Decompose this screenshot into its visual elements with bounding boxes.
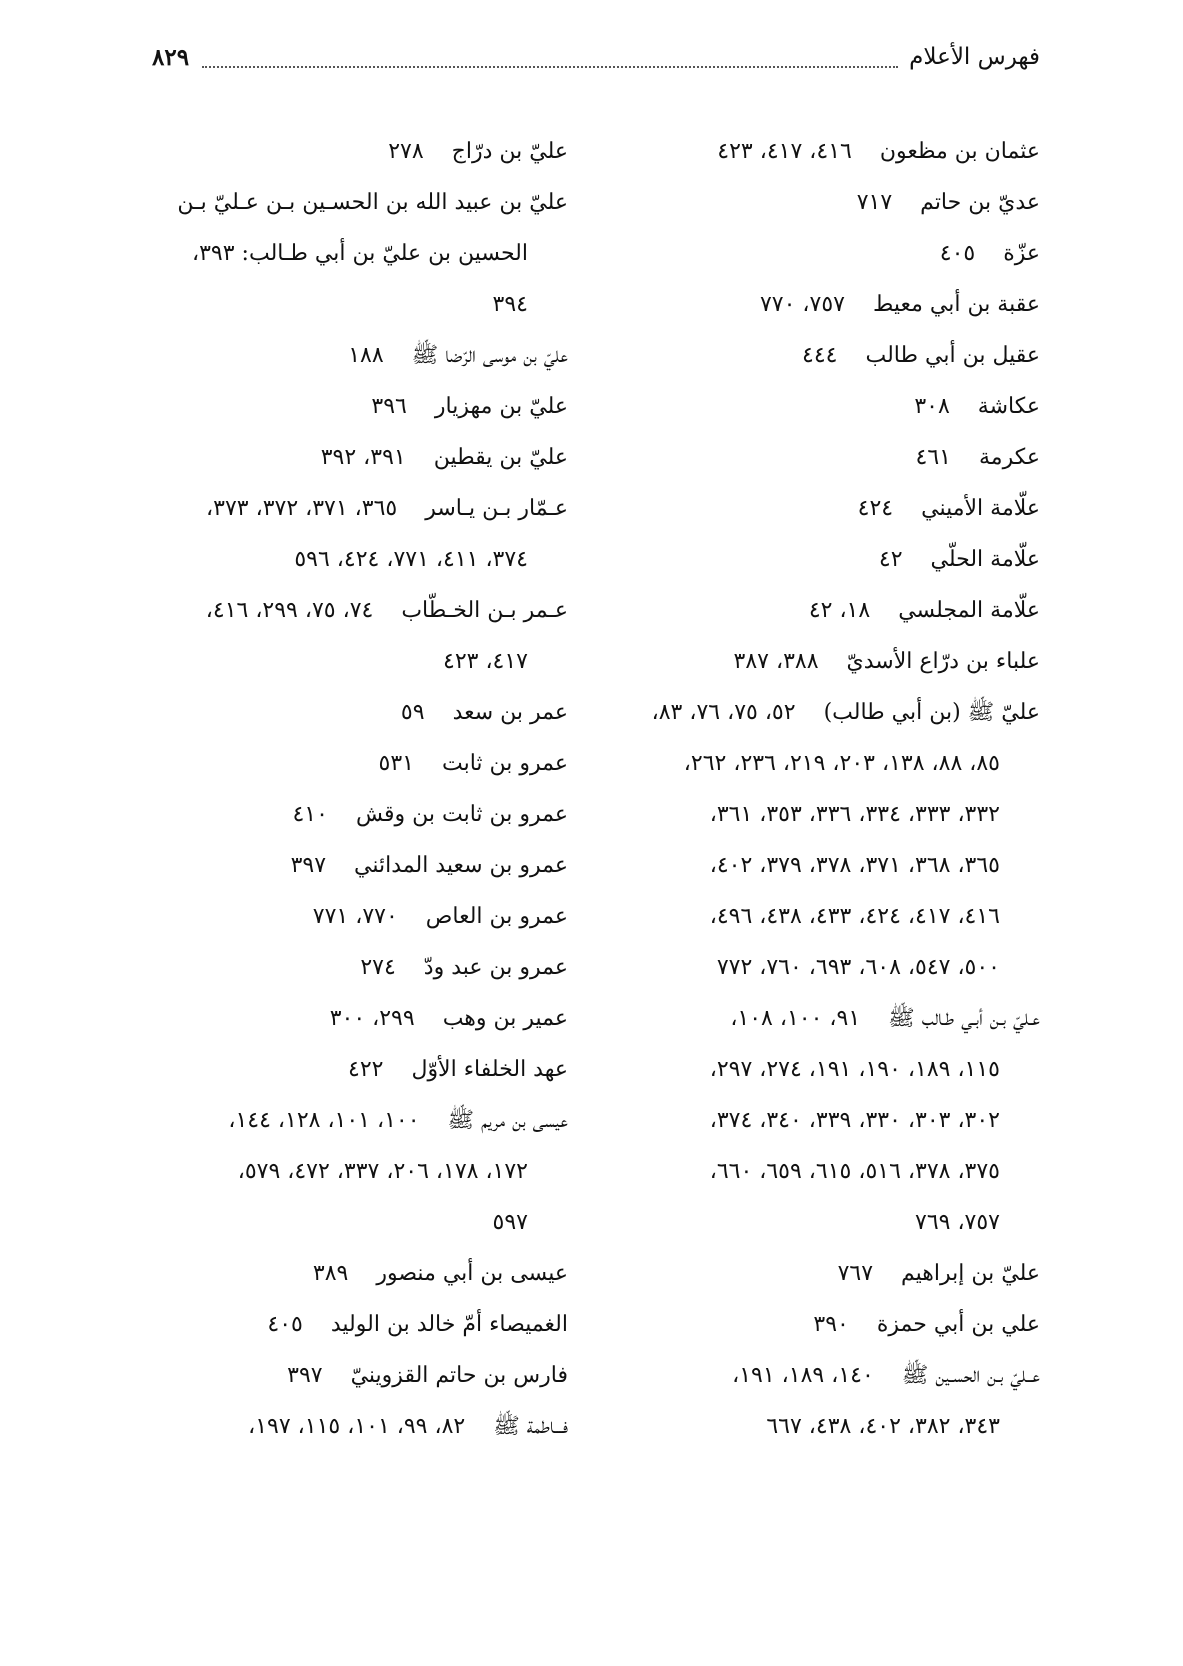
entry-pages: ٣٩٦ (371, 394, 407, 419)
entry-pages: ٧٦٧ (837, 1261, 874, 1286)
entry-pages: ٣٦٥، ٣٧١، ٣٧٢، ٣٧٣، (206, 496, 398, 521)
index-entry (140, 789, 568, 840)
index-entry (140, 1401, 568, 1452)
index-entry-continuation (598, 738, 1040, 789)
entry-pages: ٣٩٠ (813, 1312, 849, 1337)
entry-name: عليّ بن مهزيار (434, 394, 568, 419)
entry-pages: ٣٨٨، ٣٨٧ (733, 649, 819, 674)
entry-pages: ٣٩١، ٣٩٢ (320, 445, 406, 470)
entry-name: فارس بن حاتم القزوينيّ (350, 1363, 568, 1388)
entry-pages: ٤٤٤ (802, 343, 838, 368)
index-entry-continuation (598, 1044, 1040, 1095)
entry-name: عليّ بن عبيد الله بن الحسـين بـن عـليّ بـن (177, 190, 568, 215)
index-entry-continuation (140, 636, 568, 687)
index-entry (598, 432, 1040, 483)
entry-pages: ١٧٢، ١٧٨، ٢٠٦، ٣٣٧، ٤٧٢، ٥٧٩، (237, 1159, 528, 1184)
entry-pages: ٧٥٧، ٧٧٠ (759, 292, 845, 317)
index-entry (598, 228, 1040, 279)
index-entry (140, 840, 568, 891)
index-entry-continuation (598, 1095, 1040, 1146)
entry-pages: ٥٢، ٧٥، ٧٦، ٨٣، (651, 700, 796, 725)
entry-pages: ٨٢، ٩٩، ١٠١، ١١٥، ١٩٧، (248, 1414, 466, 1439)
entry-pages: ٣٤٣، ٣٨٢، ٤٠٢، ٤٣٨، ٦٦٧ (766, 1414, 1000, 1439)
entry-name: عقبة بن أبي معيط (872, 292, 1040, 317)
index-entry (598, 1299, 1040, 1350)
index-entry (598, 993, 1040, 1044)
index-entry (140, 432, 568, 483)
entry-name: عـليّ بـن أبـي طـالب ﷺ (888, 1006, 1040, 1031)
index-entry (598, 585, 1040, 636)
index-entry (140, 483, 568, 534)
entry-name: عـمّار بـن يـاسر (425, 496, 568, 521)
entry-pages: ١٨، ٤٢ (808, 598, 871, 623)
entry-name: علّامة الأميني (921, 496, 1040, 521)
entry-pages: ٧١٧ (856, 190, 893, 215)
index-entry-continuation (598, 1146, 1040, 1197)
index-entry (598, 126, 1040, 177)
entry-name: عمير بن وهب (442, 1006, 568, 1031)
entry-name: الغميصاء أمّ خالد بن الوليد (330, 1312, 568, 1337)
entry-name: عمرو بن ثابت بن وقش (355, 802, 568, 827)
entry-pages: ٣٦٥، ٣٦٨، ٣٧١، ٣٧٨، ٣٧٩، ٤٠٢، (709, 853, 1000, 878)
entry-pages: ٢٧٨ (388, 139, 424, 164)
entry-pages: ٣٧٤، ٤١١، ٧٧١، ٤٢٤، ٥٩٦ (294, 547, 528, 572)
entry-pages: ٢٩٩، ٣٠٠ (329, 1006, 415, 1031)
entry-pages: ١٤٠، ١٨٩، ١٩١، (732, 1363, 874, 1388)
entry-pages: ٨٥، ٨٨، ١٣٨، ٢٠٣، ٢١٩، ٢٣٦، ٢٦٢، (683, 751, 1000, 776)
entry-pages: ٣٩٤ (492, 292, 528, 317)
entry-pages: ١٨٨ (348, 343, 384, 368)
entry-pages: ٤٦١ (915, 445, 951, 470)
entry-name: علّامة الحلّي (930, 547, 1040, 572)
entry-name: عثمان بن مظعون (879, 139, 1040, 164)
index-entry (140, 1350, 568, 1401)
entry-pages: ٧٧٠، ٧٧١ (312, 904, 398, 929)
index-entry-continuation (598, 789, 1040, 840)
index-entry-continuation (598, 891, 1040, 942)
entry-name: عليّ بن درّاج (451, 139, 568, 164)
entry-pages: ٣٠٢، ٣٠٣، ٣٣٠، ٣٣٩، ٣٤٠، ٣٧٤، (709, 1108, 1000, 1133)
index-entry-continuation (140, 1197, 568, 1248)
entry-pages: ٤١٦، ٤١٧، ٤٢٣ (717, 139, 852, 164)
entry-pages: ٣٨٩ (312, 1261, 349, 1286)
entry-name: عكاشة (977, 394, 1040, 419)
entry-pages: ٣٠٨ (914, 394, 950, 419)
entry-pages: الحسين بن عليّ بن أبي طـالب: ٣٩٣، (192, 241, 528, 266)
entry-pages: ٥٩ (400, 700, 425, 725)
entry-pages: ٥٩٧ (492, 1210, 528, 1235)
index-entry (598, 1248, 1040, 1299)
index-entry (140, 687, 568, 738)
index-entry (598, 330, 1040, 381)
index-entry-continuation (140, 534, 568, 585)
entry-name: عليّ ﷺ (بن أبي طالب) (823, 700, 1040, 725)
entry-name: عليّ بن يقطين (433, 445, 568, 470)
entry-name: عمرو بن ثابت (441, 751, 568, 776)
entry-name: علّامة المجلسي (898, 598, 1040, 623)
index-entry (140, 891, 568, 942)
entry-pages: ٤١٧، ٤٢٣ (443, 649, 528, 674)
index-entry (140, 1095, 568, 1146)
entry-name: عمر بن سعد (452, 700, 568, 725)
index-entry (140, 1044, 568, 1095)
index-entry (140, 738, 568, 789)
index-entry-continuation (598, 840, 1040, 891)
entry-name: عليّ بن موسى الرّضا ﷺ (411, 343, 568, 368)
index-entry (140, 381, 568, 432)
entry-name: عقيل بن أبي طالب (865, 343, 1040, 368)
entry-name: عليّ بن إبراهيم (901, 1261, 1040, 1286)
entry-name: عمرو بن العاص (425, 904, 568, 929)
entry-name: عزّة (1003, 241, 1040, 266)
index-entry (140, 585, 568, 636)
entry-name: عكرمة (979, 445, 1040, 470)
entry-pages: ٤٢٤ (857, 496, 894, 521)
entry-pages: ٤٠٥ (939, 241, 976, 266)
entry-pages: ١٠٠، ١٠١، ١٢٨، ١٤٤، (228, 1108, 420, 1133)
entry-pages: ٣٣٢، ٣٣٣، ٣٣٤، ٣٣٦، ٣٥٣، ٣٦١، (709, 802, 1000, 827)
index-entry (598, 381, 1040, 432)
index-entry (598, 483, 1040, 534)
entry-name: عديّ بن حاتم (920, 190, 1040, 215)
index-entry-continuation (140, 228, 568, 279)
entry-name: عيسى بن مريم ﷺ (447, 1108, 568, 1133)
index-column-left (140, 126, 568, 1452)
entry-pages: ١١٥، ١٨٩، ١٩٠، ١٩١، ٢٧٤، ٢٩٧، (709, 1057, 1000, 1082)
entry-pages: ٤٢ (878, 547, 903, 572)
header-leader-dots (202, 66, 898, 68)
index-entry (140, 126, 568, 177)
entry-pages: ٢٧٤ (360, 955, 396, 980)
entry-pages: ٥٣١ (378, 751, 414, 776)
entry-pages: ٣٩٧ (290, 853, 327, 878)
entry-name: عمرو بن عبد ودّ (423, 955, 568, 980)
entry-pages: ٤٢٢ (348, 1057, 384, 1082)
index-column-right (598, 126, 1040, 1452)
index-entry-continuation (140, 279, 568, 330)
page-header (140, 44, 1040, 84)
entry-name: فـــاطمة ﷺ (493, 1414, 568, 1439)
index-entry-continuation (598, 942, 1040, 993)
header-title: فهرس الأعلام (909, 44, 1040, 70)
entry-pages: ٣٩٧ (287, 1363, 323, 1388)
entry-pages: ٧٥٧، ٧٦٩ (915, 1210, 1000, 1235)
page-number: ٨٢٩ (152, 44, 190, 71)
entry-pages: ٣٧٥، ٣٧٨، ٥١٦، ٦١٥، ٦٥٩، ٦٦٠، (709, 1159, 1000, 1184)
index-entry-continuation (140, 1146, 568, 1197)
index-entry (598, 534, 1040, 585)
index-entry (140, 1248, 568, 1299)
index-entry (140, 1299, 568, 1350)
entry-pages: ٤١٦، ٤١٧، ٤٢٤، ٤٣٣، ٤٣٨، ٤٩٦، (709, 904, 1000, 929)
entry-pages: ٩١، ١٠٠، ١٠٨، (730, 1006, 861, 1031)
index-entry (140, 942, 568, 993)
entry-name: عــليّ بـن الحسـين ﷺ (901, 1363, 1040, 1388)
index-entry (598, 1350, 1040, 1401)
entry-pages: ٧٤، ٧٥، ٢٩٩، ٤١٦، (205, 598, 374, 623)
entry-name: عيسى بن أبي منصور (376, 1261, 568, 1286)
index-entry (598, 687, 1040, 738)
entry-name: علي بن أبي حمزة (876, 1312, 1040, 1337)
index-entry (140, 330, 568, 381)
index-entry (140, 177, 568, 228)
index-entry (598, 177, 1040, 228)
entry-name: علباء بن درّاع الأسديّ (846, 649, 1040, 674)
index-entry (598, 279, 1040, 330)
entry-name: عهد الخلفاء الأوّل (411, 1057, 568, 1082)
index-entry (598, 636, 1040, 687)
entry-pages: ٤٠٥ (267, 1312, 303, 1337)
index-entry-continuation (598, 1197, 1040, 1248)
entry-pages: ٤١٠ (292, 802, 328, 827)
entry-name: عمرو بن سعيد المدائني (354, 853, 568, 878)
entry-name: عـمر بـن الخـطّاب (401, 598, 568, 623)
index-entry-continuation (598, 1401, 1040, 1452)
index-entry (140, 993, 568, 1044)
entry-pages: ٥٠٠، ٥٤٧، ٦٠٨، ٦٩٣، ٧٦٠، ٧٧٢ (716, 955, 1000, 980)
